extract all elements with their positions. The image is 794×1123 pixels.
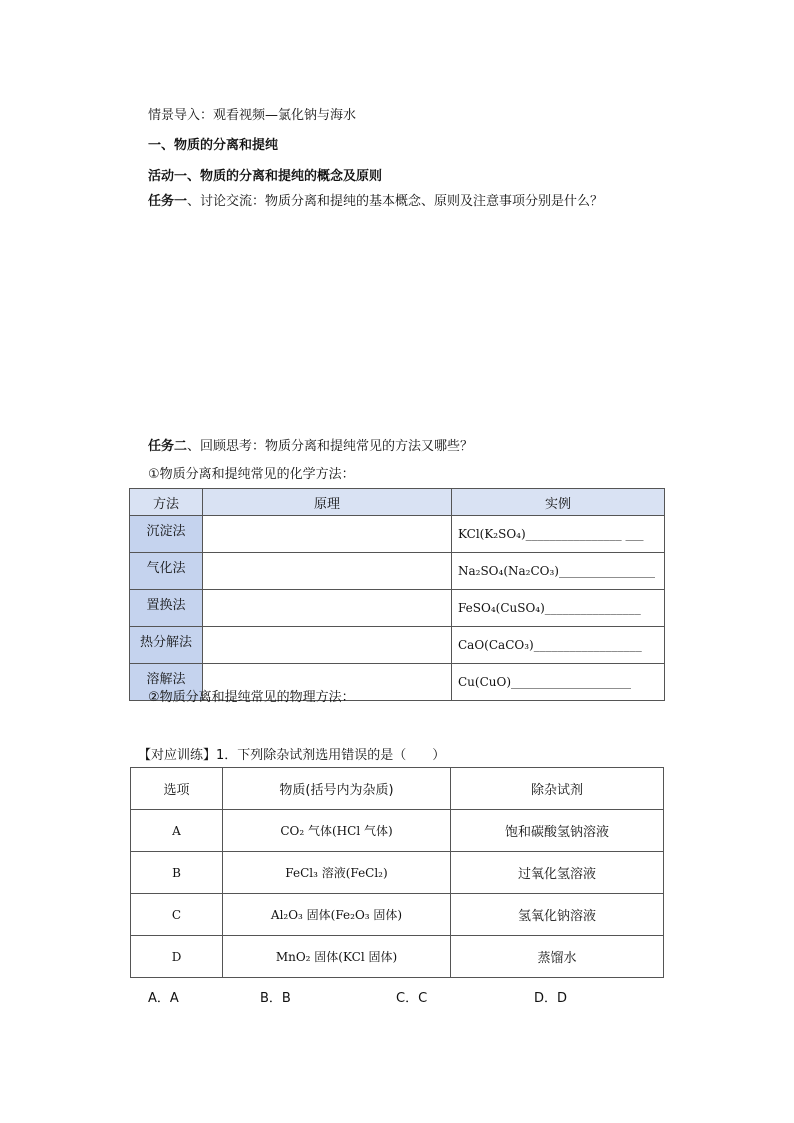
principle-cell[interactable] bbox=[203, 627, 452, 664]
method-cell: 置换法 bbox=[130, 590, 203, 627]
example-cell: Na₂SO₄(Na₂CO₃)________________ bbox=[452, 553, 665, 590]
header-reagent: 除杂试剂 bbox=[451, 768, 664, 810]
phys-methods-title: ②物质分离和提纯常见的物理方法： bbox=[148, 690, 355, 705]
answer-option-a[interactable]: A．A bbox=[148, 991, 179, 1006]
reagent-cell: 过氧化氢溶液 bbox=[451, 852, 664, 894]
table-row bbox=[130, 627, 665, 664]
principle-cell[interactable] bbox=[203, 553, 452, 590]
table-row bbox=[131, 852, 664, 894]
principle-cell[interactable] bbox=[203, 590, 452, 627]
answer-option-b[interactable]: B．B bbox=[260, 991, 291, 1006]
header-principle: 原理 bbox=[203, 489, 452, 516]
method-cell: 溶解法 bbox=[130, 664, 203, 701]
answer-options bbox=[148, 987, 608, 1005]
task2-text: 、回顾思考：物质分离和提纯常见的方法又哪些？ bbox=[187, 439, 474, 454]
task1-line bbox=[148, 190, 603, 209]
exercise-table bbox=[130, 767, 664, 978]
chem-methods-title: ①物质分离和提纯常见的化学方法： bbox=[148, 467, 355, 482]
substance-cell: Al₂O₃ 固体(Fe₂O₃ 固体) bbox=[223, 894, 451, 936]
header-example: 实例 bbox=[452, 489, 665, 516]
header-substance: 物质(括号内为杂质) bbox=[223, 768, 451, 810]
table-row bbox=[131, 894, 664, 936]
table-header-row bbox=[130, 489, 665, 516]
task1-label: 任务一 bbox=[148, 194, 188, 209]
reagent-cell: 蒸馏水 bbox=[451, 936, 664, 978]
reagent-cell: 饱和碳酸氢钠溶液 bbox=[451, 810, 664, 852]
table-row bbox=[131, 810, 664, 852]
answer-option-c[interactable]: C．C bbox=[396, 991, 428, 1006]
header-option: 选项 bbox=[131, 768, 223, 810]
substance-cell: CO₂ 气体(HCl 气体) bbox=[223, 810, 451, 852]
task2-line bbox=[148, 435, 473, 454]
exercise-title: 【对应训练】1．下列除杂试剂选用错误的是（ ） bbox=[138, 748, 446, 763]
example-cell: CaO(CaCO₃)__________________ bbox=[452, 627, 665, 664]
table-row bbox=[130, 590, 665, 627]
method-cell: 热分解法 bbox=[130, 627, 203, 664]
option-cell: A bbox=[131, 810, 223, 852]
option-cell: B bbox=[131, 852, 223, 894]
principle-cell[interactable] bbox=[203, 516, 452, 553]
chem-methods-table bbox=[129, 488, 665, 701]
answer-option-d[interactable]: D．D bbox=[534, 991, 568, 1006]
activity-heading: 活动一、物质的分离和提纯的概念及原则 bbox=[148, 169, 383, 184]
header-method: 方法 bbox=[130, 489, 203, 516]
example-cell: Cu(CuO)____________________ bbox=[452, 664, 665, 701]
table-row bbox=[131, 936, 664, 978]
table-row bbox=[130, 516, 665, 553]
method-cell: 气化法 bbox=[130, 553, 203, 590]
substance-cell: MnO₂ 固体(KCl 固体) bbox=[223, 936, 451, 978]
example-cell: KCl(K₂SO₄)________________ ___ bbox=[452, 516, 665, 553]
table-header-row bbox=[131, 768, 664, 810]
option-cell: C bbox=[131, 894, 223, 936]
task2-label: 任务二 bbox=[148, 439, 188, 454]
option-cell: D bbox=[131, 936, 223, 978]
task1-text: 、讨论交流：物质分离和提纯的基本概念、原则及注意事项分别是什么？ bbox=[187, 194, 604, 209]
example-cell: FeSO₄(CuSO₄)________________ bbox=[452, 590, 665, 627]
substance-cell: FeCl₃ 溶液(FeCl₂) bbox=[223, 852, 451, 894]
table-row bbox=[130, 553, 665, 590]
method-cell: 沉淀法 bbox=[130, 516, 203, 553]
intro-line: 情景导入：观看视频—氯化钠与海水 bbox=[148, 108, 357, 123]
section-heading: 一、物质的分离和提纯 bbox=[148, 138, 279, 153]
reagent-cell: 氢氧化钠溶液 bbox=[451, 894, 664, 936]
